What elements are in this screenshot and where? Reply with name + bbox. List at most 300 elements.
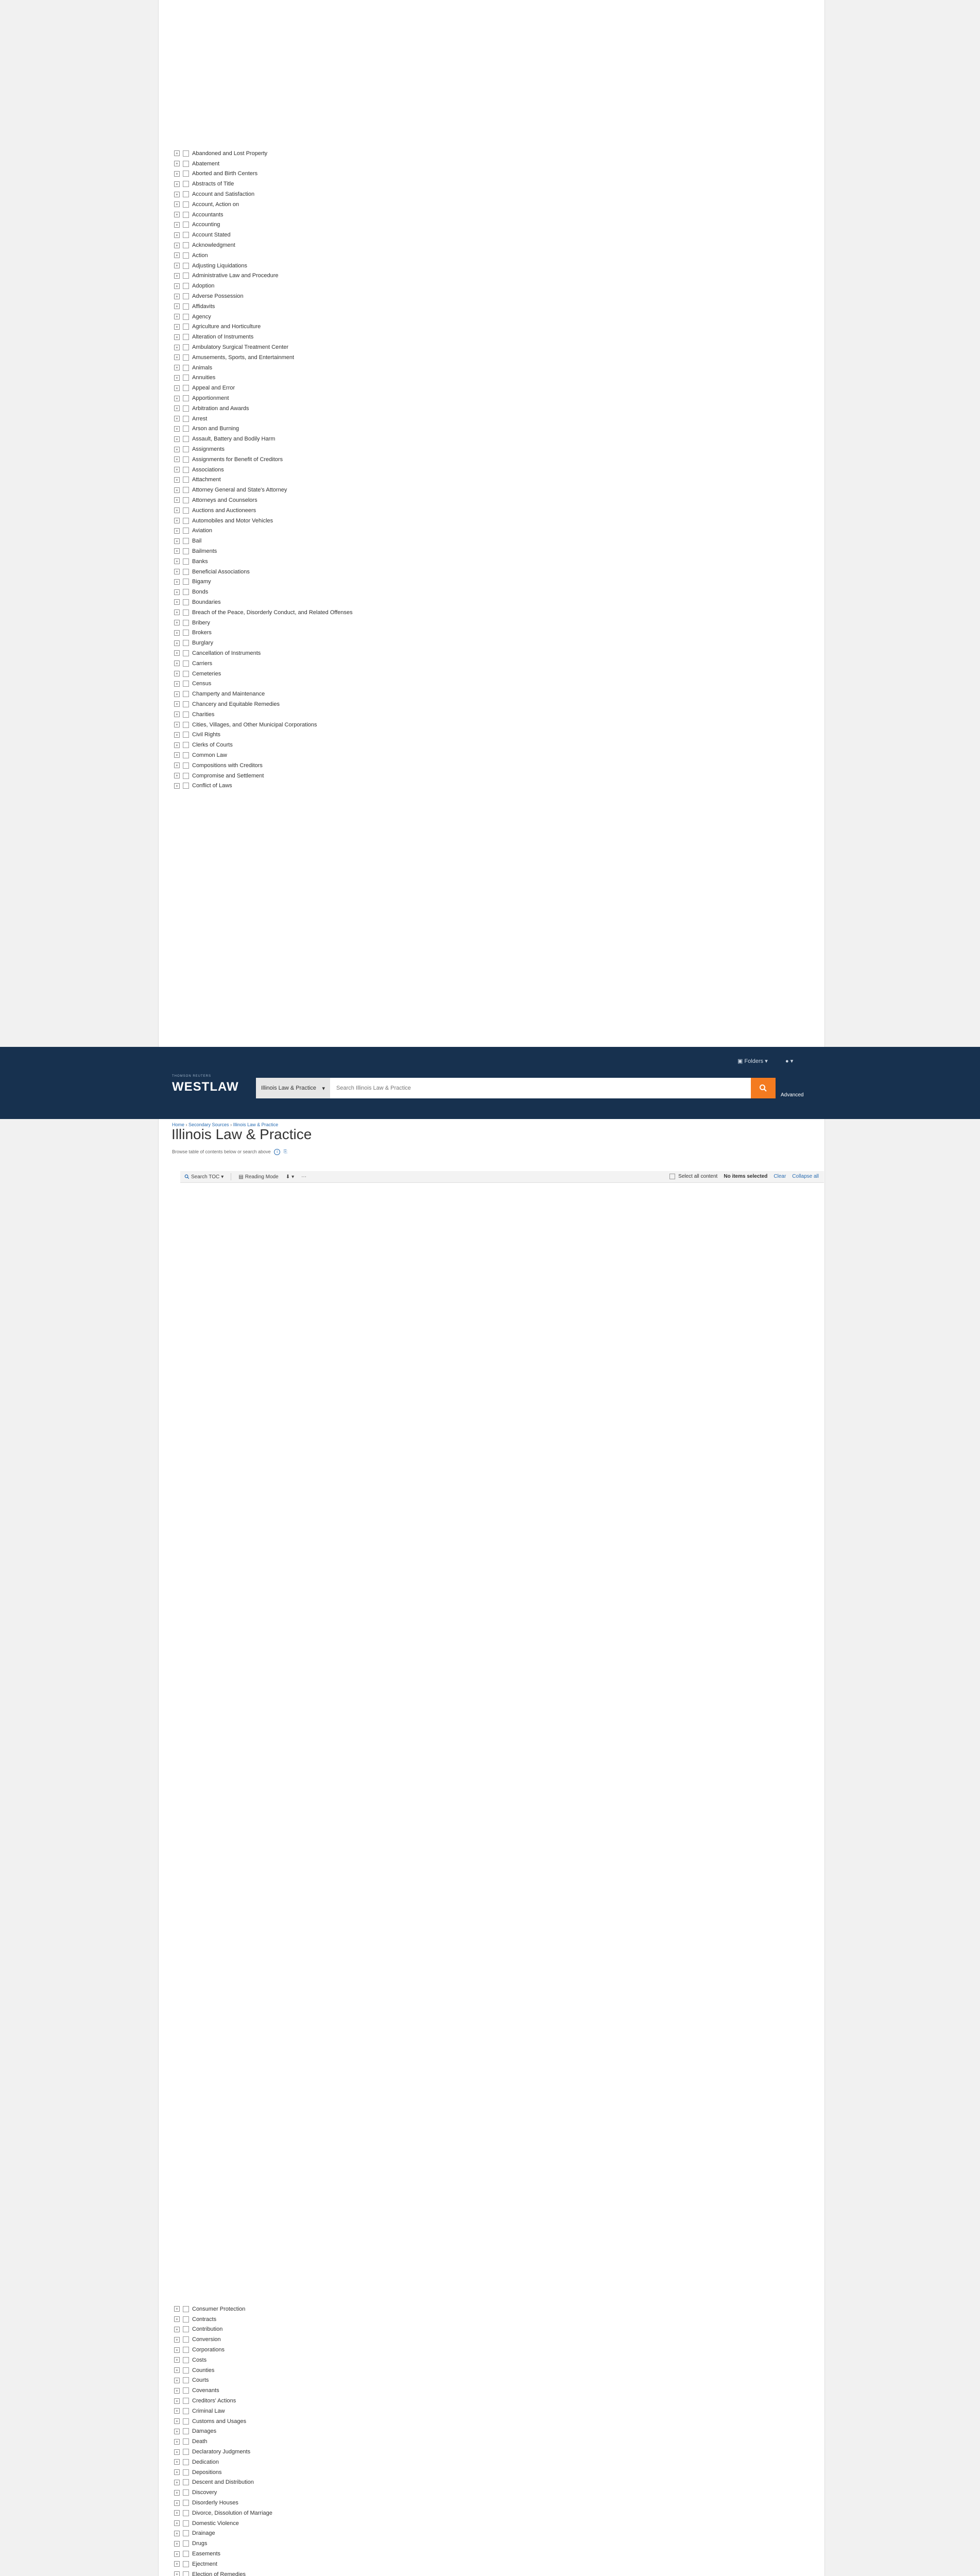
- expand-icon[interactable]: +: [174, 396, 180, 401]
- expand-icon[interactable]: +: [174, 2327, 180, 2332]
- toc-item[interactable]: [159, 210, 353, 220]
- expand-icon[interactable]: +: [174, 773, 180, 778]
- expand-icon[interactable]: +: [174, 742, 180, 748]
- info-icon[interactable]: i: [274, 1149, 280, 1155]
- toc-item-checkbox[interactable]: [183, 2551, 189, 2557]
- expand-icon[interactable]: +: [174, 212, 180, 217]
- expand-icon[interactable]: +: [174, 620, 180, 625]
- expand-icon[interactable]: +: [174, 334, 180, 340]
- toc-item-label[interactable]: Accountants: [192, 211, 223, 218]
- expand-icon[interactable]: +: [174, 2561, 180, 2567]
- toc-item-checkbox[interactable]: [183, 2306, 189, 2312]
- toc-item-checkbox[interactable]: [183, 2367, 189, 2374]
- toc-item-checkbox[interactable]: [183, 334, 189, 340]
- toc-item-label[interactable]: Abandoned and Lost Property: [192, 150, 268, 157]
- toc-item[interactable]: [159, 332, 353, 342]
- expand-icon[interactable]: +: [174, 222, 180, 228]
- toc-item-label[interactable]: Champerty and Maintenance: [192, 691, 265, 698]
- expand-icon[interactable]: +: [174, 732, 180, 738]
- toc-item[interactable]: [159, 597, 353, 607]
- expand-icon[interactable]: +: [174, 711, 180, 717]
- expand-icon[interactable]: +: [174, 273, 180, 279]
- expand-icon[interactable]: +: [174, 558, 180, 564]
- toc-item[interactable]: [159, 2345, 318, 2355]
- toc-item-label[interactable]: Discovery: [192, 2489, 217, 2496]
- toc-item-label[interactable]: Apportionment: [192, 395, 229, 402]
- toc-item-checkbox[interactable]: [183, 742, 189, 748]
- toc-item-checkbox[interactable]: [183, 609, 189, 616]
- toc-item-label[interactable]: Attorneys and Counselors: [192, 497, 257, 503]
- toc-item-checkbox[interactable]: [183, 416, 189, 422]
- search-button[interactable]: [751, 1078, 776, 1098]
- toc-item[interactable]: [159, 628, 353, 638]
- expand-icon[interactable]: +: [174, 2541, 180, 2547]
- toc-item-label[interactable]: Account Stated: [192, 232, 231, 239]
- toc-item-checkbox[interactable]: [183, 2540, 189, 2547]
- breadcrumb-secondary-sources[interactable]: Secondary Sources: [188, 1122, 229, 1127]
- toc-item-checkbox[interactable]: [183, 2520, 189, 2527]
- toc-item-label[interactable]: Charities: [192, 711, 215, 718]
- toc-item-checkbox[interactable]: [183, 732, 189, 738]
- toc-item-label[interactable]: Domestic Violence: [192, 2520, 239, 2527]
- select-all-checkbox[interactable]: [669, 1174, 675, 1179]
- toc-item[interactable]: [159, 250, 353, 261]
- toc-item-label[interactable]: Attorney General and State's Attorney: [192, 487, 287, 494]
- toc-item-label[interactable]: Brokers: [192, 630, 212, 636]
- toc-item-label[interactable]: Alteration of Instruments: [192, 334, 254, 341]
- toc-item-checkbox[interactable]: [183, 711, 189, 718]
- toc-item-label[interactable]: Compositions with Creditors: [192, 762, 263, 769]
- toc-item-checkbox[interactable]: [183, 650, 189, 656]
- expand-icon[interactable]: +: [174, 599, 180, 605]
- toc-item[interactable]: [159, 587, 353, 597]
- toc-item-checkbox[interactable]: [183, 150, 189, 157]
- toc-item[interactable]: [159, 434, 353, 444]
- toc-item-checkbox[interactable]: [183, 2347, 189, 2353]
- toc-item-label[interactable]: Account and Satisfaction: [192, 191, 255, 198]
- toc-item-label[interactable]: Carriers: [192, 660, 213, 667]
- expand-icon[interactable]: +: [174, 375, 180, 381]
- toc-item-label[interactable]: Acknowledgment: [192, 242, 235, 249]
- toc-item-label[interactable]: Boundaries: [192, 599, 221, 605]
- toc-item[interactable]: [159, 2385, 318, 2396]
- expand-icon[interactable]: +: [174, 548, 180, 554]
- expand-icon[interactable]: +: [174, 2429, 180, 2434]
- toc-item[interactable]: [159, 771, 353, 781]
- expand-icon[interactable]: +: [174, 650, 180, 656]
- toc-item[interactable]: [159, 465, 353, 475]
- expand-icon[interactable]: +: [174, 283, 180, 289]
- clear-selection-link[interactable]: Clear: [773, 1174, 786, 1180]
- toc-item-checkbox[interactable]: [183, 783, 189, 789]
- toc-item-label[interactable]: Divorce, Dissolution of Marriage: [192, 2510, 272, 2516]
- toc-item[interactable]: [159, 322, 353, 332]
- toc-item-label[interactable]: Conflict of Laws: [192, 783, 232, 789]
- toc-item-label[interactable]: Bailments: [192, 548, 217, 554]
- expand-icon[interactable]: +: [174, 354, 180, 360]
- toc-item-checkbox[interactable]: [183, 2500, 189, 2506]
- toc-item-label[interactable]: Arson and Burning: [192, 426, 239, 432]
- toc-item-label[interactable]: Civil Rights: [192, 732, 221, 738]
- expand-icon[interactable]: +: [174, 181, 180, 187]
- toc-item-checkbox[interactable]: [183, 2316, 189, 2323]
- toc-item-label[interactable]: Assignments: [192, 446, 225, 452]
- toc-item-checkbox[interactable]: [183, 2438, 189, 2445]
- toc-item[interactable]: [159, 750, 353, 760]
- toc-item[interactable]: [159, 363, 353, 373]
- toc-item-label[interactable]: Cancellation of Instruments: [192, 650, 261, 656]
- toc-item[interactable]: [159, 577, 353, 587]
- expand-icon[interactable]: +: [174, 2306, 180, 2312]
- expand-icon[interactable]: +: [174, 2316, 180, 2322]
- toc-item-checkbox[interactable]: [183, 2459, 189, 2465]
- expand-icon[interactable]: +: [174, 701, 180, 707]
- toc-item-checkbox[interactable]: [183, 599, 189, 605]
- toc-item[interactable]: [159, 454, 353, 465]
- expand-icon[interactable]: +: [174, 416, 180, 421]
- toc-item[interactable]: [159, 546, 353, 556]
- expand-icon[interactable]: +: [174, 497, 180, 503]
- toc-item-checkbox[interactable]: [183, 201, 189, 208]
- toc-item[interactable]: [159, 2549, 318, 2559]
- toc-item[interactable]: [159, 648, 353, 658]
- toc-item[interactable]: [159, 2436, 318, 2447]
- toc-item[interactable]: [159, 383, 353, 393]
- toc-item-checkbox[interactable]: [183, 2530, 189, 2536]
- toc-item[interactable]: [159, 526, 353, 536]
- toc-item[interactable]: [159, 2334, 318, 2345]
- expand-icon[interactable]: +: [174, 324, 180, 330]
- toc-item[interactable]: [159, 475, 353, 485]
- expand-icon[interactable]: +: [174, 2347, 180, 2353]
- toc-item-checkbox[interactable]: [183, 456, 189, 463]
- toc-item[interactable]: [159, 261, 353, 271]
- expand-icon[interactable]: +: [174, 660, 180, 666]
- toc-item[interactable]: [159, 638, 353, 648]
- share-icon[interactable]: ⎘: [283, 1149, 287, 1155]
- expand-icon[interactable]: +: [174, 589, 180, 595]
- toc-item-checkbox[interactable]: [183, 365, 189, 371]
- toc-item-checkbox[interactable]: [183, 2479, 189, 2485]
- toc-item[interactable]: [159, 393, 353, 403]
- toc-item-label[interactable]: Easements: [192, 2551, 221, 2557]
- toc-item-label[interactable]: Agency: [192, 313, 211, 320]
- toc-item-checkbox[interactable]: [183, 252, 189, 259]
- toc-item-label[interactable]: Creditors' Actions: [192, 2398, 236, 2404]
- toc-item-checkbox[interactable]: [183, 2561, 189, 2567]
- expand-icon[interactable]: +: [174, 477, 180, 483]
- toc-item-checkbox[interactable]: [183, 2428, 189, 2434]
- expand-icon[interactable]: +: [174, 2500, 180, 2506]
- expand-icon[interactable]: +: [174, 528, 180, 534]
- toc-item[interactable]: [159, 607, 353, 618]
- expand-icon[interactable]: +: [174, 640, 180, 646]
- toc-item-checkbox[interactable]: [183, 528, 189, 534]
- expand-icon[interactable]: +: [174, 436, 180, 442]
- toc-item-label[interactable]: Contribution: [192, 2326, 223, 2333]
- toc-item-label[interactable]: Associations: [192, 466, 224, 473]
- toc-item[interactable]: [159, 2355, 318, 2365]
- toc-item-label[interactable]: Cities, Villages, and Other Municipal Corporations: [192, 721, 317, 728]
- expand-icon[interactable]: +: [174, 2459, 180, 2465]
- toc-item[interactable]: [159, 281, 353, 291]
- expand-icon[interactable]: +: [174, 252, 180, 258]
- toc-item[interactable]: [159, 159, 353, 169]
- toc-item[interactable]: [159, 199, 353, 210]
- toc-item[interactable]: [159, 709, 353, 720]
- toc-item[interactable]: [159, 312, 353, 322]
- toc-item[interactable]: [159, 485, 353, 495]
- expand-icon[interactable]: +: [174, 150, 180, 156]
- expand-icon[interactable]: +: [174, 365, 180, 370]
- toc-item[interactable]: [159, 373, 353, 383]
- toc-item-label[interactable]: Declaratory Judgments: [192, 2449, 251, 2455]
- toc-item-checkbox[interactable]: [183, 762, 189, 769]
- toc-item-checkbox[interactable]: [183, 569, 189, 575]
- expand-icon[interactable]: +: [174, 691, 180, 697]
- toc-item-checkbox[interactable]: [183, 487, 189, 493]
- expand-icon[interactable]: +: [174, 314, 180, 319]
- toc-item[interactable]: [159, 189, 353, 199]
- toc-item[interactable]: [159, 169, 353, 179]
- toc-item[interactable]: [159, 536, 353, 546]
- toc-item[interactable]: [159, 220, 353, 230]
- toc-item-label[interactable]: Counties: [192, 2367, 215, 2374]
- toc-item-checkbox[interactable]: [183, 2418, 189, 2425]
- toc-item-checkbox[interactable]: [183, 681, 189, 687]
- expand-icon[interactable]: +: [174, 722, 180, 727]
- toc-item-label[interactable]: Action: [192, 252, 208, 259]
- toc-item-checkbox[interactable]: [183, 232, 189, 238]
- toc-item-label[interactable]: Contracts: [192, 2316, 217, 2323]
- toc-item-label[interactable]: Bonds: [192, 589, 209, 596]
- toc-item-label[interactable]: Animals: [192, 364, 213, 371]
- expand-icon[interactable]: +: [174, 243, 180, 248]
- toc-item[interactable]: [159, 516, 353, 526]
- toc-item[interactable]: [159, 271, 353, 281]
- toc-item-checkbox[interactable]: [183, 2469, 189, 2476]
- expand-icon[interactable]: +: [174, 161, 180, 166]
- toc-item[interactable]: [159, 414, 353, 424]
- expand-icon[interactable]: +: [174, 487, 180, 493]
- expand-icon[interactable]: +: [174, 2571, 180, 2576]
- toc-item[interactable]: [159, 679, 353, 689]
- toc-item-label[interactable]: Accounting: [192, 222, 220, 228]
- toc-item-checkbox[interactable]: [183, 436, 189, 442]
- toc-item-label[interactable]: Bigamy: [192, 579, 211, 585]
- toc-item[interactable]: [159, 148, 353, 159]
- expand-icon[interactable]: +: [174, 569, 180, 574]
- toc-item[interactable]: [159, 179, 353, 189]
- toc-item-label[interactable]: Depositions: [192, 2469, 222, 2476]
- toc-item-label[interactable]: Courts: [192, 2377, 209, 2384]
- toc-item[interactable]: [159, 2518, 318, 2529]
- expand-icon[interactable]: +: [174, 201, 180, 207]
- toc-item[interactable]: [159, 2478, 318, 2488]
- toc-item-checkbox[interactable]: [183, 691, 189, 697]
- expand-icon[interactable]: +: [174, 345, 180, 350]
- select-all-control[interactable]: [669, 1174, 717, 1179]
- expand-icon[interactable]: +: [174, 385, 180, 391]
- toc-item-checkbox[interactable]: [183, 181, 189, 187]
- toc-item-checkbox[interactable]: [183, 212, 189, 218]
- expand-icon[interactable]: +: [174, 2510, 180, 2516]
- expand-icon[interactable]: +: [174, 2367, 180, 2373]
- user-menu[interactable]: [785, 1058, 793, 1064]
- toc-item[interactable]: [159, 2427, 318, 2437]
- expand-icon[interactable]: +: [174, 538, 180, 544]
- toc-item[interactable]: [159, 2529, 318, 2539]
- toc-item-label[interactable]: Affidavits: [192, 303, 215, 310]
- toc-item-checkbox[interactable]: [183, 354, 189, 361]
- expand-icon[interactable]: +: [174, 2551, 180, 2557]
- toc-item[interactable]: [159, 760, 353, 771]
- toc-item[interactable]: [159, 567, 353, 577]
- toc-item-checkbox[interactable]: [183, 171, 189, 177]
- toc-item-checkbox[interactable]: [183, 303, 189, 310]
- toc-item[interactable]: [159, 444, 353, 454]
- toc-item[interactable]: [159, 669, 353, 679]
- toc-item-label[interactable]: Arrest: [192, 415, 208, 422]
- toc-item[interactable]: [159, 2508, 318, 2518]
- toc-item-label[interactable]: Appeal and Error: [192, 385, 235, 392]
- toc-item-label[interactable]: Breach of the Peace, Disorderly Conduct, and Related Offenses: [192, 609, 353, 616]
- toc-item-checkbox[interactable]: [183, 701, 189, 707]
- toc-item-checkbox[interactable]: [183, 242, 189, 248]
- toc-item-label[interactable]: Election of Remedies: [192, 2571, 246, 2576]
- expand-icon[interactable]: +: [174, 2337, 180, 2343]
- toc-item[interactable]: [159, 618, 353, 628]
- toc-item[interactable]: [159, 505, 353, 516]
- toc-item[interactable]: [159, 301, 353, 312]
- toc-item[interactable]: [159, 2396, 318, 2406]
- toc-item-checkbox[interactable]: [183, 446, 189, 452]
- toc-item-checkbox[interactable]: [183, 2387, 189, 2394]
- toc-item-checkbox[interactable]: [183, 263, 189, 269]
- toc-item-label[interactable]: Disorderly Houses: [192, 2500, 238, 2506]
- toc-item[interactable]: [159, 556, 353, 567]
- toc-item-label[interactable]: Assignments for Benefit of Creditors: [192, 456, 283, 463]
- toc-item-label[interactable]: Assault, Battery and Bodily Harm: [192, 436, 276, 443]
- toc-item[interactable]: [159, 424, 353, 434]
- toc-item[interactable]: [159, 720, 353, 730]
- toc-item-checkbox[interactable]: [183, 273, 189, 279]
- toc-item[interactable]: [159, 240, 353, 250]
- toc-item-checkbox[interactable]: [183, 497, 189, 503]
- toc-item-checkbox[interactable]: [183, 314, 189, 320]
- toc-item-checkbox[interactable]: [183, 222, 189, 228]
- toc-item-checkbox[interactable]: [183, 558, 189, 565]
- toc-item-label[interactable]: Beneficial Associations: [192, 568, 250, 575]
- expand-icon[interactable]: +: [174, 2469, 180, 2475]
- toc-item-checkbox[interactable]: [183, 405, 189, 412]
- toc-item[interactable]: [159, 689, 353, 699]
- expand-icon[interactable]: +: [174, 456, 180, 462]
- toc-item[interactable]: [159, 2457, 318, 2467]
- expand-icon[interactable]: +: [174, 2398, 180, 2404]
- expand-icon[interactable]: +: [174, 507, 180, 513]
- toc-item-label[interactable]: Adverse Possession: [192, 293, 244, 300]
- expand-icon[interactable]: +: [174, 2408, 180, 2414]
- toc-item-label[interactable]: Amusements, Sports, and Entertainment: [192, 354, 295, 361]
- toc-item-label[interactable]: Chancery and Equitable Remedies: [192, 701, 280, 707]
- expand-icon[interactable]: +: [174, 232, 180, 238]
- breadcrumb-home[interactable]: Home: [172, 1122, 185, 1127]
- toc-item-checkbox[interactable]: [183, 630, 189, 636]
- toc-item-checkbox[interactable]: [183, 375, 189, 381]
- toc-item-label[interactable]: Damages: [192, 2428, 217, 2435]
- toc-item-checkbox[interactable]: [183, 2357, 189, 2363]
- westlaw-logo[interactable]: WESTLAW: [172, 1080, 239, 1094]
- toc-item-label[interactable]: Common Law: [192, 752, 227, 758]
- expand-icon[interactable]: +: [174, 2520, 180, 2526]
- expand-icon[interactable]: +: [174, 579, 180, 585]
- toc-item[interactable]: [159, 2569, 318, 2576]
- expand-icon[interactable]: +: [174, 2378, 180, 2383]
- toc-item-checkbox[interactable]: [183, 2326, 189, 2332]
- collapse-all-link[interactable]: Collapse all: [792, 1174, 819, 1180]
- toc-item-checkbox[interactable]: [183, 344, 189, 350]
- toc-item[interactable]: [159, 352, 353, 363]
- toc-item-checkbox[interactable]: [183, 722, 189, 728]
- toc-item-checkbox[interactable]: [183, 620, 189, 626]
- toc-item-checkbox[interactable]: [183, 2336, 189, 2343]
- breadcrumb-current[interactable]: Illinois Law & Practice: [233, 1122, 279, 1127]
- toc-item-label[interactable]: Attachment: [192, 477, 221, 483]
- toc-item[interactable]: [159, 291, 353, 301]
- expand-icon[interactable]: +: [174, 447, 180, 452]
- toc-item-checkbox[interactable]: [183, 538, 189, 544]
- toc-item[interactable]: [159, 2487, 318, 2498]
- toc-item-label[interactable]: Abstracts of Title: [192, 181, 234, 188]
- download-button[interactable]: [286, 1174, 294, 1180]
- expand-icon[interactable]: +: [174, 2388, 180, 2394]
- toc-item-label[interactable]: Criminal Law: [192, 2408, 225, 2414]
- search-input[interactable]: [330, 1078, 776, 1098]
- toc-item-label[interactable]: Clerks of Courts: [192, 742, 233, 749]
- expand-icon[interactable]: +: [174, 2418, 180, 2424]
- toc-item-label[interactable]: Annuities: [192, 375, 216, 381]
- toc-item[interactable]: [159, 781, 353, 791]
- advanced-search-link[interactable]: Advanced: [781, 1092, 804, 1098]
- folders-link[interactable]: ▣ Folders ▾: [737, 1058, 768, 1064]
- toc-item-label[interactable]: Drainage: [192, 2530, 215, 2537]
- reading-mode-button[interactable]: [238, 1174, 279, 1180]
- toc-item[interactable]: [159, 2325, 318, 2335]
- toc-item-checkbox[interactable]: [183, 2408, 189, 2414]
- toc-item-checkbox[interactable]: [183, 752, 189, 758]
- toc-item-checkbox[interactable]: [183, 2489, 189, 2496]
- toc-item-label[interactable]: Bribery: [192, 619, 210, 626]
- toc-item-label[interactable]: Aviation: [192, 528, 212, 534]
- expand-icon[interactable]: +: [174, 2490, 180, 2496]
- expand-icon[interactable]: +: [174, 426, 180, 432]
- search-scope-dropdown[interactable]: [256, 1078, 330, 1098]
- toc-item[interactable]: [159, 2467, 318, 2478]
- toc-item-label[interactable]: Consumer Protection: [192, 2306, 246, 2312]
- toc-item-checkbox[interactable]: [183, 191, 189, 197]
- toc-item-label[interactable]: Cemeteries: [192, 670, 221, 677]
- toc-item[interactable]: [159, 2304, 318, 2314]
- toc-item[interactable]: [159, 2365, 318, 2376]
- toc-item[interactable]: [159, 2406, 318, 2416]
- expand-icon[interactable]: +: [174, 2449, 180, 2455]
- expand-icon[interactable]: +: [174, 303, 180, 309]
- toc-item-label[interactable]: Banks: [192, 558, 208, 565]
- toc-item-label[interactable]: Agriculture and Horticulture: [192, 324, 261, 330]
- toc-item-checkbox[interactable]: [183, 507, 189, 514]
- toc-item-label[interactable]: Ambulatory Surgical Treatment Center: [192, 344, 289, 351]
